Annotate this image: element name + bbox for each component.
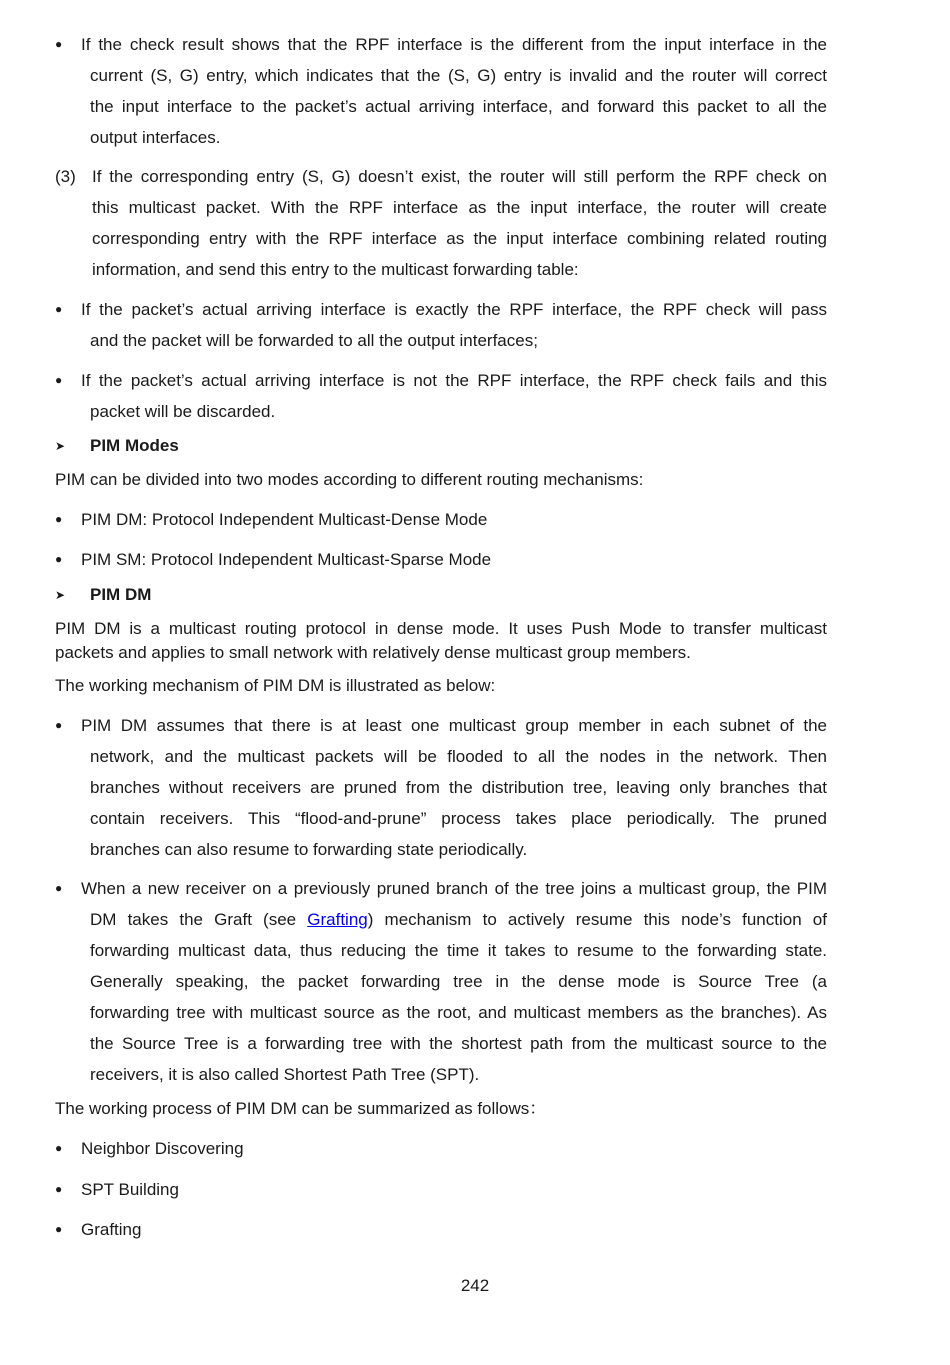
text-line: Neighbor Discovering [81,1139,244,1158]
text-line: PIM DM assumes that there is at least one multicast group member in each subnet of the [81,716,827,735]
text-line: output interfaces. [90,128,221,147]
step-number: (3) [55,167,76,186]
text-line: If the corresponding entry (S, G) doesn’t exist, the router will still perform the RPF check on [92,167,827,186]
text-line: If the packet’s actual arriving interface is exactly the RPF interface, the RPF check will pass [81,300,827,319]
text-line: current (S, G) entry, which indicates that the (S, G) entry is invalid and the router will correct [90,66,827,85]
text-line: branches can also resume to forwarding state periodically. [90,840,528,859]
text-line: forwarding multicast data, thus reducing the time it takes to resume to the forwarding state. [90,941,827,960]
text-line: corresponding entry with the RPF interface as the input interface combining related routing [92,229,827,248]
bullet-icon: ● [55,1222,63,1236]
process-step [81,1178,827,1202]
bullet-icon: ● [55,512,63,526]
bullet-icon: ● [55,718,63,732]
bullet-icon: ● [55,37,63,51]
text-line: forwarding tree with multicast source as the root, and multicast members as the branches). As [90,1003,827,1022]
text-line: If the check result shows that the RPF interface is the different from the input interface in the [81,35,827,54]
text-line: If the packet’s actual arriving interface is not the RPF interface, the RPF check fails and this [81,371,827,390]
text-line: packets and applies to small network with relatively dense multicast group members. [55,643,691,662]
text-line: network, and the multicast packets will be flooded to all the nodes in the network. Then [90,747,827,766]
text-line: PIM DM: Protocol Independent Multicast-Dense Mode [81,510,488,529]
text-span: ) mechanism to actively resume this node’s function of [367,910,827,929]
process-intro [55,1097,827,1121]
text-line: Grafting [81,1220,142,1239]
pim-dm-bullet [81,508,827,532]
rpf-fail-item [81,365,827,427]
text-line: PIM SM: Protocol Independent Multicast-Sparse Mode [81,550,492,569]
text-line: packet will be discarded. [90,402,276,421]
arrow-icon: ➤ [55,439,66,453]
bullet-icon: ● [55,881,63,895]
text-line: The working mechanism of PIM DM is illustrated as below: [55,676,496,695]
text-span: DM takes the Graft (see [90,910,308,929]
text-line: When a new receiver on a previously pruned branch of the tree joins a multicast group, the PIM [81,879,827,898]
rpf-pass-item [81,294,827,356]
text-line: The working process of PIM DM can be summarized as follows： [55,1099,547,1118]
bullet-icon: ● [55,1182,63,1196]
page-number: 242 [460,1276,490,1295]
text-line: Generally speaking, the packet forwarding tree in the dense mode is Source Tree (a [90,972,827,991]
section-heading-pim-modes: PIM Modes [90,436,179,455]
process-step [81,1137,827,1161]
text-line: information, and send this entry to the multicast forwarding table: [92,260,579,279]
pim-dm-mechanism-intro [55,674,827,698]
text-line: contain receivers. This “flood-and-prune” process takes place periodically. The pruned [90,809,827,828]
pim-sm-bullet [81,548,827,572]
text-line: SPT Building [81,1180,179,1199]
text-line: PIM DM is a multicast routing protocol in dense mode. It uses Push Mode to transfer multicast [55,619,827,638]
entry-missing-item [92,161,827,285]
bullet-icon: ● [55,373,63,387]
text-line: the input interface to the packet’s actual arriving interface, and forward this packet to all the [90,97,827,116]
bullet-icon: ● [55,1141,63,1155]
text-line: branches without receivers are pruned from the distribution tree, leaving only branches that [90,778,827,797]
pim-dm-description [55,617,827,665]
grafting-link[interactable]: Grafting [307,910,368,929]
section-heading-pim-dm: PIM DM [90,585,152,604]
text-line: the Source Tree is a forwarding tree with the shortest path from the multicast source to the [90,1034,827,1053]
process-step [81,1218,827,1242]
text-line: this multicast packet. With the RPF interface as the input interface, the router will create [92,198,827,217]
text-line [90,904,827,935]
bullet-icon: ● [55,302,63,316]
flood-and-prune-item [81,710,827,865]
rpf-mismatch-item [81,29,827,153]
bullet-icon: ● [55,552,63,566]
text-line: PIM can be divided into two modes according to different routing mechanisms: [55,470,644,489]
text-line: and the packet will be forwarded to all the output interfaces; [90,331,538,350]
arrow-icon: ➤ [55,588,66,602]
graft-item [81,873,827,1090]
pim-modes-intro [55,468,827,492]
text-line: receivers, it is also called Shortest Path Tree (SPT). [90,1065,480,1084]
